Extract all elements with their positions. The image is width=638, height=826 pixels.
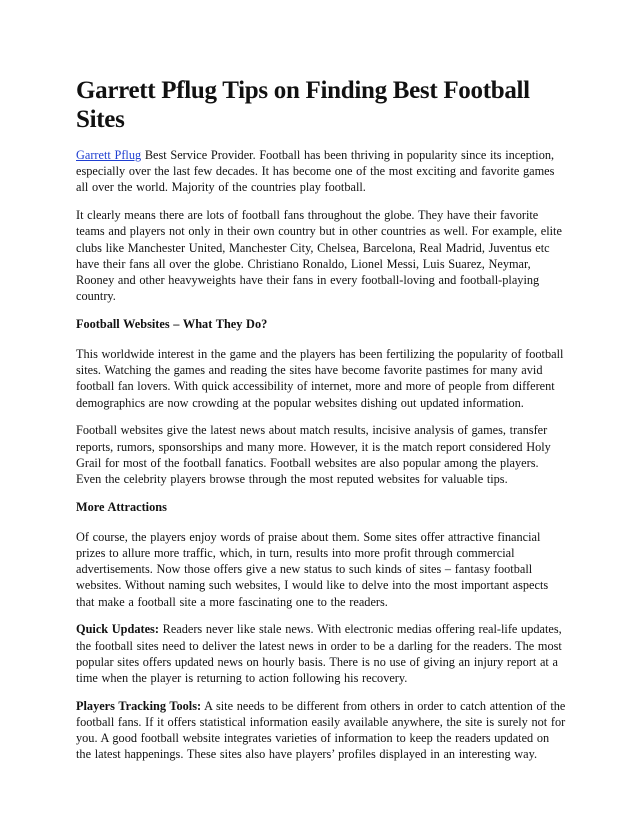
players-tracking-paragraph [76,698,566,763]
fans-paragraph: It clearly means there are lots of football fans throughout the globe. They have their favorite teams and players not only in their own country but in other countries as well. For example, elite clubs like Manchester United, Manchester City, Chelsea, Barcelona, Real Madrid, Juventus etc have their fans all over the globe. Christiano Ronaldo, Lionel Messi, Luis Suarez, Neymar, Rooney and other heavyweights have their fans in every football-loving and football-playing country. [76,208,562,304]
document-page [76,76,566,774]
section-heading-websites: Football Websites – What They Do? [76,316,268,331]
players-tracking-label: Players Tracking Tools: [76,698,202,713]
quick-updates-label: Quick Updates: [76,622,159,637]
author-link[interactable]: Garrett Pflug [76,148,142,162]
page-title: Garrett Pflug Tips on Finding Best Football Sites [76,77,530,133]
intro-text: Best Service Provider. Football has been thriving in popularity since its inception, especially over the last few decades. It has become one of the most exciting and favorite games all over the world. Majority of the countries play football. [76,148,555,195]
quick-updates-paragraph [76,621,566,686]
attractions-paragraph: Of course, the players enjoy words of praise about them. Some sites offer attractive financial prizes to allure more traffic, which, in turn, results into more profit through commercial advertisements. Now those offers give a new status to such kinds of sites – fantasy football websites. Without naming such websites, I would like to delve into the most important aspects that make a football site a more fascinating one to the readers. [76,529,549,609]
worldwide-paragraph: This worldwide interest in the game and the players has been fertilizing the popularity of football sites. Watching the games and reading the sites have become favorite pastimes for many avid football fan lovers. With quick accessibility of internet, more and more of people from different demographics are now crowding at the popular websites dishing out updated information. [76,347,564,410]
quick-updates-text: Readers never like stale news. With electronic medias offering real-life updates, the football sites need to deliver the latest news in order to be a darling for the readers. The most popular sites offers updated news on hourly basis. There is no use of giving an injury report at a time when the player is returning to action following his recovery. [76,622,562,685]
players-tracking-text: A site needs to be different from others in order to catch attention of the football fans. If it offers statistical information easily available anywhere, the site is surely not for you. A good football website integrates varieties of information to keep the readers updated on the latest happenings. These sites also have players’ profiles displayed in an interesting way. [76,698,566,762]
news-paragraph: Football websites give the latest news about match results, incisive analysis of games, transfer reports, rumors, sponsorships and many more. However, it is the match report considered Holy Grail for most of the football fanatics. Football websites are also popular among the players. Even the celebrity players browse through the most reputed websites for valuable tips. [76,423,551,486]
intro-paragraph [76,147,566,196]
section-heading-attractions: More Attractions [76,499,167,514]
